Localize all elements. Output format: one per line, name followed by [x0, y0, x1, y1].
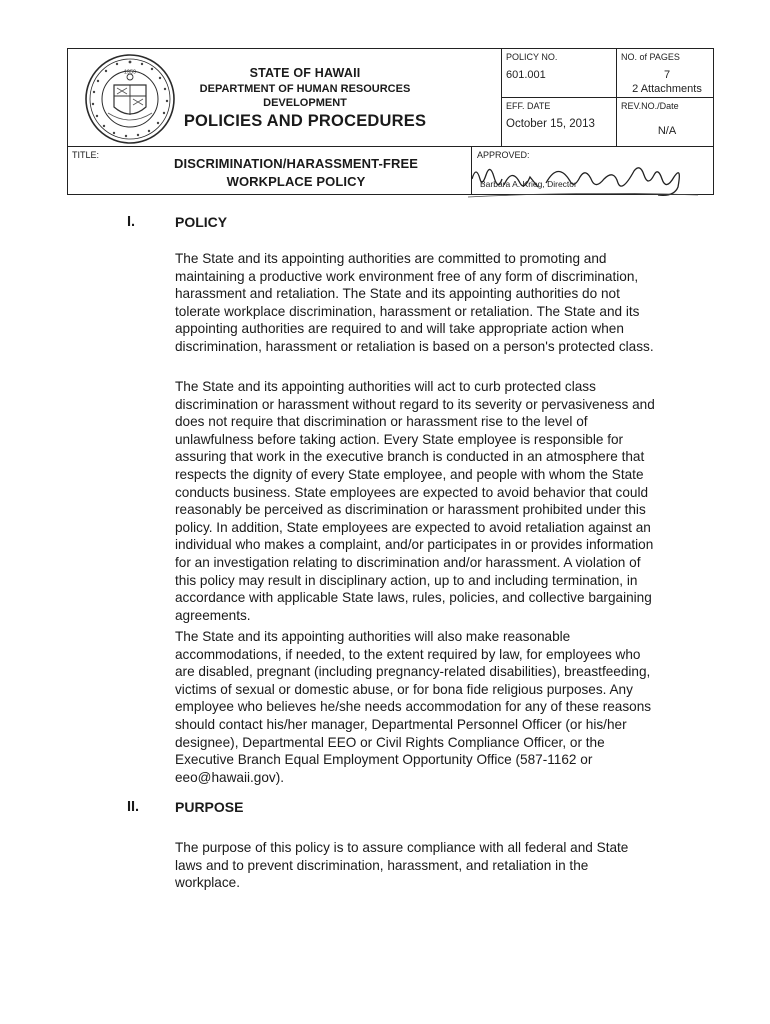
rev-label: REV.NO./Date — [621, 101, 679, 111]
eff-date-value: October 15, 2013 — [506, 118, 595, 130]
rev-value: N/A — [657, 125, 677, 137]
eff-date-label: EFF. DATE — [506, 101, 551, 111]
policy-title — [146, 155, 446, 191]
department-name: DEPARTMENT OF HUMAN RESOURCES DEVELOPMENT — [199, 83, 411, 109]
policy-header — [67, 48, 714, 195]
divider — [68, 146, 714, 147]
attachments-value: 2 Attachments — [632, 83, 702, 95]
approved-label: APPROVED: — [477, 150, 530, 160]
purpose-paragraph: The purpose of this policy is to assure compliance with all federal and State laws and to prevent discrimination, harassment, and retaliation in the workplace. — [175, 840, 629, 891]
state-seal-icon — [84, 53, 176, 145]
document-series: POLICIES AND PROCEDURES — [183, 112, 427, 130]
policy-title-line1: DISCRIMINATION/HARASSMENT-FREE — [174, 156, 418, 171]
section-number: I. — [127, 214, 136, 230]
policy-title-line2: WORKPLACE POLICY — [226, 174, 366, 189]
policy-paragraph-3: The State and its appointing authorities will also make reasonable accommodations, if needed, to the extent required by law, for employees who are disabled, pregnant (including pregnancy-related disabilities), breastfeeding, victims of sexual or domestic abuse, or for bona fide religious purposes. Any employee who believes he/she needs accommodation for any of these reasons should contact his/her manager, Departmental Personnel Officer (or his/her designee), Departmental EEO or Civil Rights Compliance Officer, or the Executive Branch Equal Employment Opportunity Office (587-1162 or eeo@hawaii.gov). — [175, 629, 652, 785]
divider — [501, 97, 714, 98]
section-number: II. — [127, 799, 140, 815]
policy-paragraph-2: The State and its appointing authorities will act to curb protected class discrimination or harassment without regard to its severity or pervasiveness and does not require that discrimination or harassment rise to the level of unlawfulness before taking action. Every State employee is responsible for assuring that work in the executive branch is conducted in an atmosphere that respects the dignity of every State employee, and people with whom the State conducts business. State employees are expected to avoid behavior that could reasonably be perceived as discrimination or harassment prohibited under this policy. In addition, State employees are expected to avoid retaliation against an individual who makes a complaint, and/or participates in or provides information for an investigation relating to discrimination and/or harassment. A violation of this policy may result in disciplinary action, up to and including termination, in accordance with applicable State laws, rules, policies, and collective bargaining agreements. — [175, 379, 655, 623]
section-title-policy: POLICY — [175, 214, 228, 230]
pages-label: NO. of PAGES — [621, 52, 680, 62]
title-label: TITLE: — [72, 150, 100, 160]
policy-paragraph-1: The State and its appointing authorities are committed to promoting and maintaining a productive work environment free of any form of discrimination, harassment and retaliation. The State and its appointing authorities do not tolerate workplace discrimination, harassment or retaliation. The State and its appointing authorities are required to and will take appropriate action when discrimination, harassment or retaliation is based on a person's protected class. — [175, 251, 654, 354]
approver-name: Barbara A. Krieg, Director — [480, 179, 577, 189]
state-name: STATE OF HAWAII — [249, 66, 361, 80]
section-title-purpose: PURPOSE — [175, 799, 244, 815]
pages-value: 7 — [663, 69, 671, 81]
seal-year: 1959 — [123, 69, 137, 76]
signature-icon — [468, 157, 708, 199]
policy-no-label: POLICY NO. — [506, 52, 558, 62]
policy-no-value: 601.001 — [506, 69, 546, 81]
